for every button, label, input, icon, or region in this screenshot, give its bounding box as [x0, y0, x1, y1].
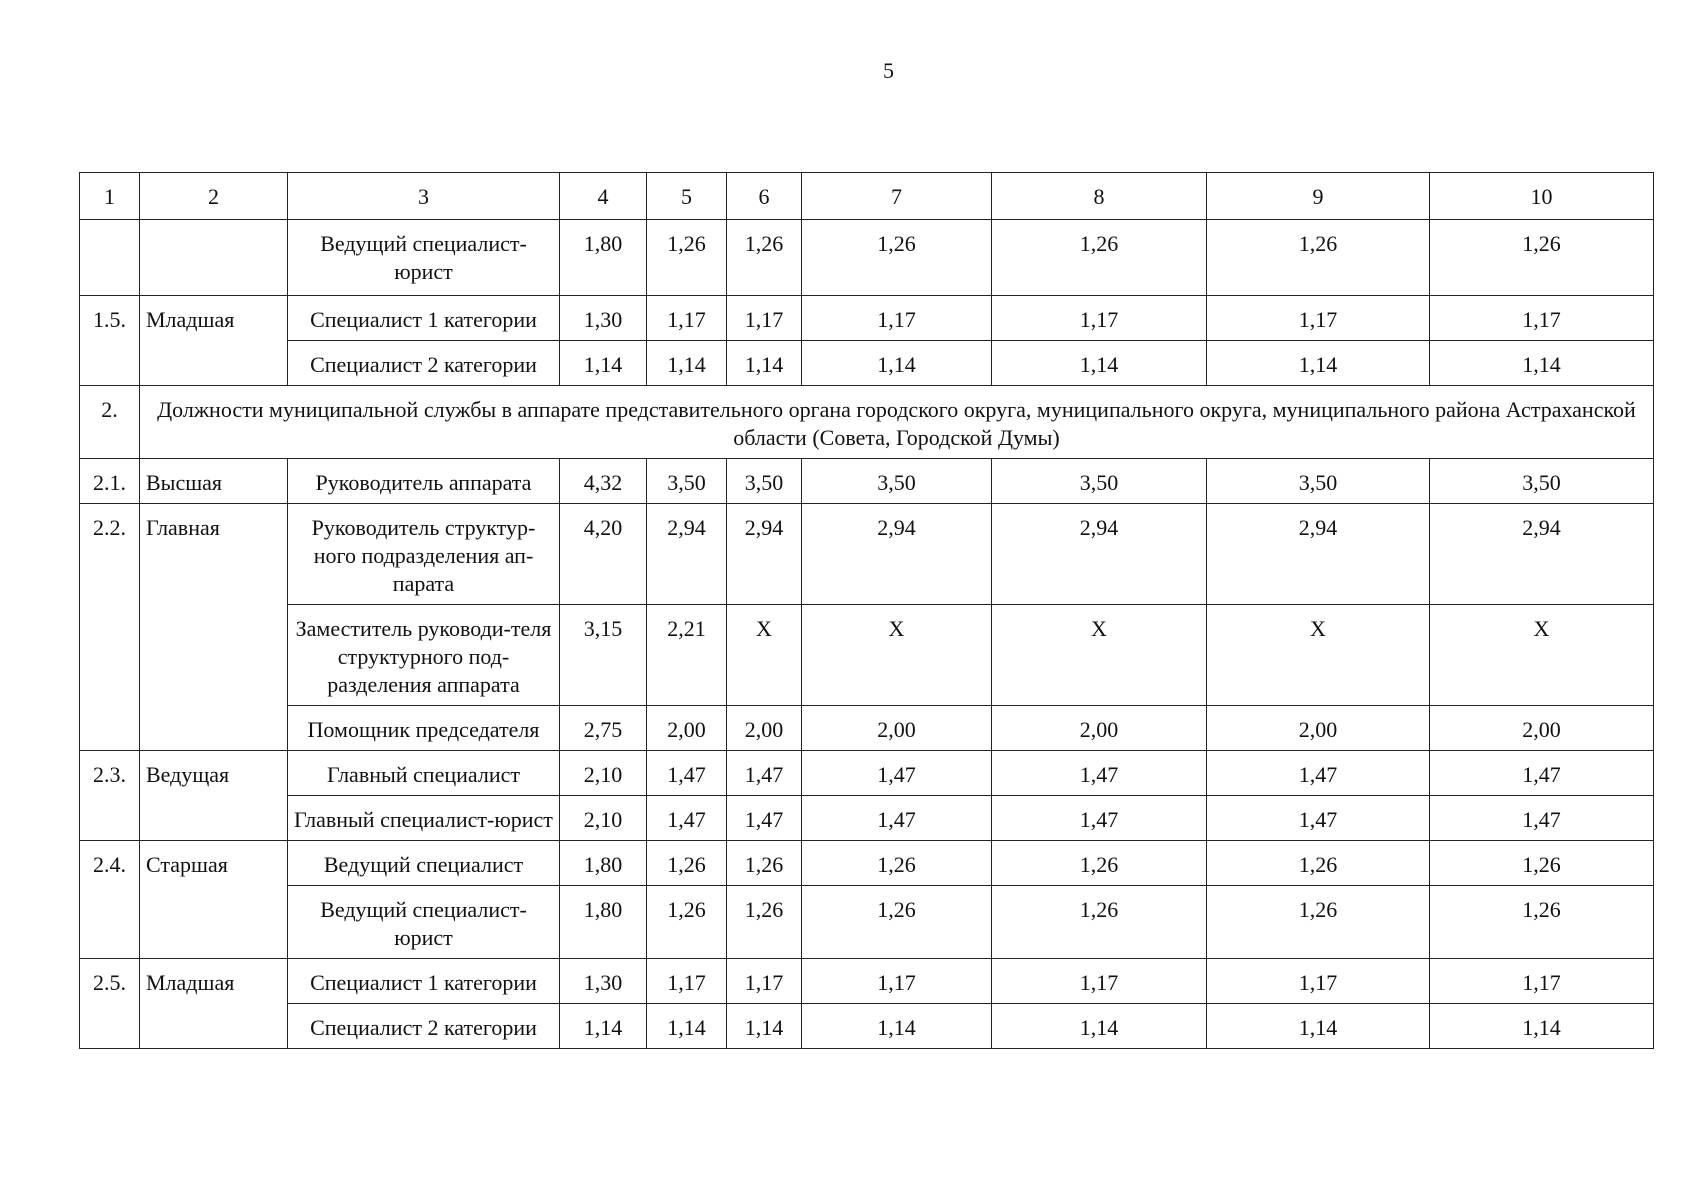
value-cell: 1,47 — [992, 796, 1207, 841]
table-row — [80, 796, 1654, 841]
position-cell: Ведущий специалист-юрист — [288, 220, 560, 296]
table-row — [80, 459, 1654, 504]
position-cell: Специалист 2 категории — [288, 341, 560, 386]
group-cell: Младшая — [140, 959, 288, 1049]
header-cell: 6 — [727, 173, 802, 220]
value-cell: 1,30 — [560, 296, 647, 341]
value-cell: 1,26 — [802, 886, 992, 959]
value-cell: 4,20 — [560, 504, 647, 605]
section-title: Должности муниципальной службы в аппарате представительного органа городского округа, муниципального округа, муниципального района Астраханской области (Совета, Городской Думы) — [140, 386, 1654, 459]
value-cell: 1,14 — [992, 1004, 1207, 1049]
position-cell: Специалист 1 категории — [288, 959, 560, 1004]
value-cell: 1,14 — [647, 341, 727, 386]
value-cell: 2,94 — [802, 504, 992, 605]
value-cell: 2,94 — [1430, 504, 1654, 605]
value-cell: 1,14 — [1207, 341, 1430, 386]
value-cell: 1,26 — [802, 841, 992, 886]
row-number-cell: 2.3. — [80, 751, 140, 841]
value-cell: Х — [992, 605, 1207, 706]
value-cell: 1,80 — [560, 841, 647, 886]
value-cell: 1,26 — [1430, 886, 1654, 959]
value-cell: 2,00 — [1430, 706, 1654, 751]
value-cell: 3,50 — [802, 459, 992, 504]
value-cell: 2,00 — [727, 706, 802, 751]
value-cell: Х — [802, 605, 992, 706]
group-cell: Старшая — [140, 841, 288, 959]
value-cell: 2,94 — [727, 504, 802, 605]
value-cell: 2,00 — [1207, 706, 1430, 751]
header-cell: 2 — [140, 173, 288, 220]
value-cell: 1,14 — [1430, 1004, 1654, 1049]
value-cell: 1,14 — [560, 1004, 647, 1049]
value-cell: 2,94 — [1207, 504, 1430, 605]
value-cell: 2,75 — [560, 706, 647, 751]
value-cell: 3,50 — [727, 459, 802, 504]
page-number: 5 — [883, 58, 894, 83]
value-cell: 1,14 — [1207, 1004, 1430, 1049]
table-row — [80, 341, 1654, 386]
value-cell: 1,26 — [1430, 841, 1654, 886]
value-cell: 1,26 — [1430, 220, 1654, 296]
group-cell: Ведущая — [140, 751, 288, 841]
value-cell: 1,26 — [727, 841, 802, 886]
value-cell: 1,47 — [647, 796, 727, 841]
value-cell: 1,17 — [727, 296, 802, 341]
table-row — [80, 296, 1654, 341]
value-cell: 1,26 — [802, 220, 992, 296]
row-number-cell: 2.2. — [80, 504, 140, 751]
value-cell: 1,17 — [1430, 959, 1654, 1004]
header-cell: 4 — [560, 173, 647, 220]
value-cell: 3,15 — [560, 605, 647, 706]
header-cell: 10 — [1430, 173, 1654, 220]
value-cell: 3,50 — [1207, 459, 1430, 504]
group-cell: Младшая — [140, 296, 288, 386]
value-cell: 1,17 — [992, 959, 1207, 1004]
position-cell: Главный специалист-юрист — [288, 796, 560, 841]
position-cell: Помощник председателя — [288, 706, 560, 751]
value-cell: 1,26 — [992, 841, 1207, 886]
header-cell: 8 — [992, 173, 1207, 220]
table-row — [80, 504, 1654, 605]
value-cell: 1,26 — [1207, 220, 1430, 296]
value-cell: 1,14 — [727, 1004, 802, 1049]
value-cell: 1,14 — [1430, 341, 1654, 386]
value-cell: 1,47 — [1430, 796, 1654, 841]
header-cell: 1 — [80, 173, 140, 220]
salary-coefficient-table — [79, 172, 1654, 1049]
position-cell: Специалист 1 категории — [288, 296, 560, 341]
value-cell: 1,14 — [802, 1004, 992, 1049]
group-cell: Главная — [140, 504, 288, 751]
value-cell: 1,47 — [802, 751, 992, 796]
value-cell: Х — [1430, 605, 1654, 706]
value-cell: 1,26 — [647, 220, 727, 296]
value-cell: 1,14 — [992, 341, 1207, 386]
value-cell: 4,32 — [560, 459, 647, 504]
value-cell: 1,47 — [727, 751, 802, 796]
value-cell: 1,14 — [560, 341, 647, 386]
row-number-cell — [80, 220, 140, 296]
value-cell: 1,14 — [647, 1004, 727, 1049]
row-number-cell: 1.5. — [80, 296, 140, 386]
table-row — [80, 751, 1654, 796]
value-cell: 2,10 — [560, 751, 647, 796]
header-cell: 5 — [647, 173, 727, 220]
header-cell: 3 — [288, 173, 560, 220]
value-cell: 1,17 — [1430, 296, 1654, 341]
value-cell: 1,80 — [560, 220, 647, 296]
table-row — [80, 841, 1654, 886]
value-cell: 1,17 — [802, 959, 992, 1004]
row-number-cell: 2.5. — [80, 959, 140, 1049]
value-cell: 1,17 — [802, 296, 992, 341]
value-cell: 1,47 — [802, 796, 992, 841]
position-cell: Главный специалист — [288, 751, 560, 796]
group-cell — [140, 220, 288, 296]
value-cell: 1,47 — [647, 751, 727, 796]
value-cell: 1,17 — [1207, 959, 1430, 1004]
position-cell: Ведущий специалист — [288, 841, 560, 886]
table-row — [80, 605, 1654, 706]
table-header-row — [80, 173, 1654, 220]
position-cell: Специалист 2 категории — [288, 1004, 560, 1049]
value-cell: 1,26 — [647, 886, 727, 959]
value-cell: 1,47 — [1207, 751, 1430, 796]
position-cell: Заместитель руководи-теля структурного под-разделения аппарата — [288, 605, 560, 706]
value-cell: 1,26 — [727, 220, 802, 296]
value-cell: 2,94 — [992, 504, 1207, 605]
table-row — [80, 1004, 1654, 1049]
value-cell: 2,00 — [802, 706, 992, 751]
group-cell: Высшая — [140, 459, 288, 504]
value-cell: Х — [727, 605, 802, 706]
header-cell: 9 — [1207, 173, 1430, 220]
value-cell: 1,17 — [727, 959, 802, 1004]
table-row — [80, 220, 1654, 296]
position-cell: Руководитель аппарата — [288, 459, 560, 504]
value-cell: 1,26 — [1207, 886, 1430, 959]
value-cell: 1,17 — [647, 959, 727, 1004]
section-row — [80, 386, 1654, 459]
header-cell: 7 — [802, 173, 992, 220]
value-cell: 1,17 — [647, 296, 727, 341]
value-cell: 3,50 — [992, 459, 1207, 504]
value-cell: 3,50 — [1430, 459, 1654, 504]
row-number-cell: 2.1. — [80, 459, 140, 504]
value-cell: 1,14 — [727, 341, 802, 386]
value-cell: 2,21 — [647, 605, 727, 706]
value-cell: 1,26 — [992, 886, 1207, 959]
position-cell: Ведущий специалист-юрист — [288, 886, 560, 959]
value-cell: 2,00 — [992, 706, 1207, 751]
value-cell: 2,10 — [560, 796, 647, 841]
value-cell: Х — [1207, 605, 1430, 706]
value-cell: 2,94 — [647, 504, 727, 605]
position-cell: Руководитель структур-ного подразделения ап-парата — [288, 504, 560, 605]
value-cell: 1,80 — [560, 886, 647, 959]
value-cell: 1,47 — [727, 796, 802, 841]
table-row — [80, 706, 1654, 751]
value-cell: 1,26 — [727, 886, 802, 959]
value-cell: 1,26 — [992, 220, 1207, 296]
value-cell: 1,26 — [1207, 841, 1430, 886]
value-cell: 1,26 — [647, 841, 727, 886]
value-cell: 1,14 — [802, 341, 992, 386]
row-number-cell: 2. — [80, 386, 140, 459]
value-cell: 3,50 — [647, 459, 727, 504]
value-cell: 1,47 — [992, 751, 1207, 796]
row-number-cell: 2.4. — [80, 841, 140, 959]
table-row — [80, 886, 1654, 959]
value-cell: 1,47 — [1207, 796, 1430, 841]
value-cell: 1,17 — [1207, 296, 1430, 341]
value-cell: 1,47 — [1430, 751, 1654, 796]
value-cell: 2,00 — [647, 706, 727, 751]
value-cell: 1,30 — [560, 959, 647, 1004]
value-cell: 1,17 — [992, 296, 1207, 341]
table-row — [80, 959, 1654, 1004]
